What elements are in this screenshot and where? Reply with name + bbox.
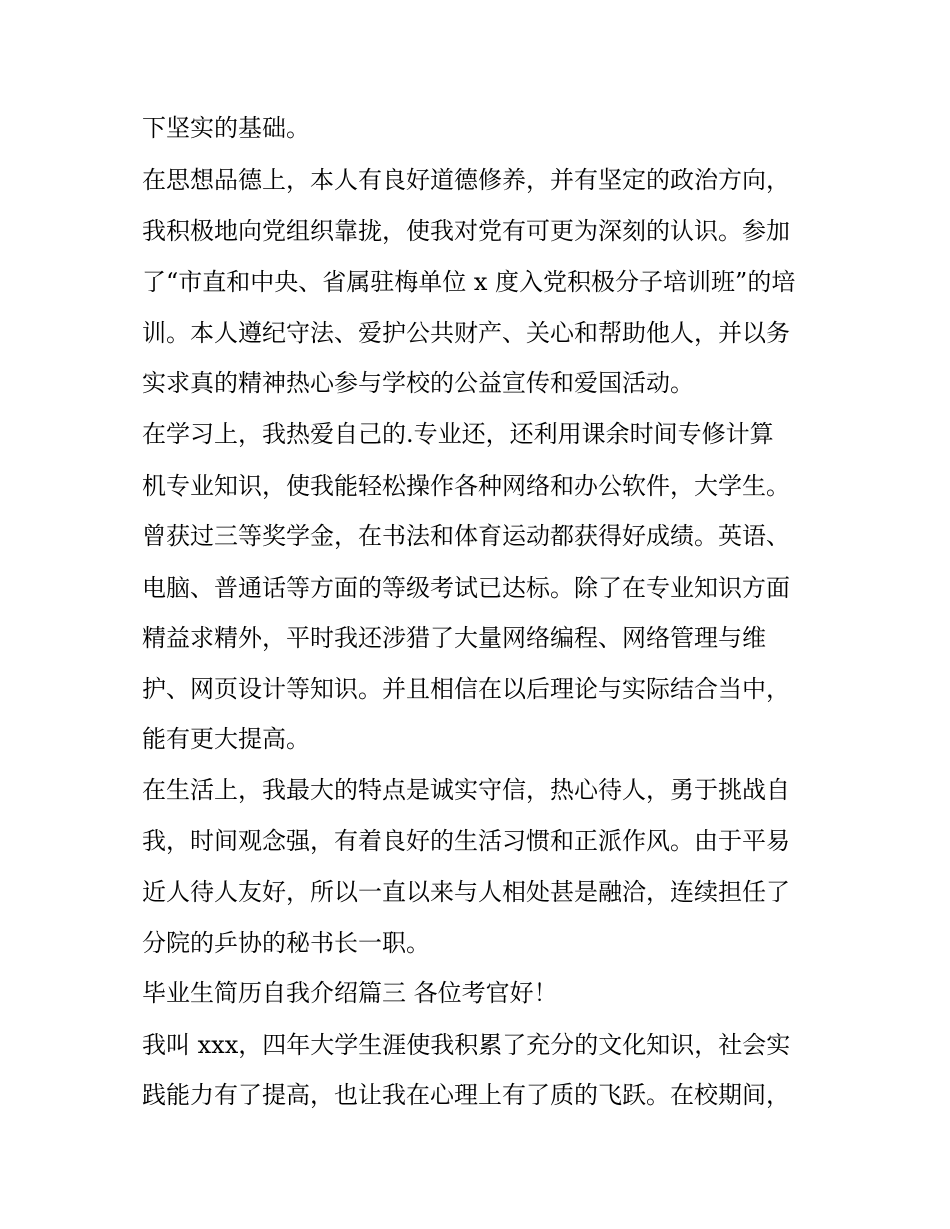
- text-line: 分院的乒协的秘书长一职。: [142, 929, 430, 957]
- text-line: 我，时间观念强，有着良好的生活习惯和正派作风。由于平易: [142, 827, 790, 855]
- text-line: 实求真的精神热心参与学校的公益宣传和爱国活动。: [142, 369, 694, 397]
- text-line: 精益求精外，平时我还涉猎了大量网络编程、网络管理与维: [142, 624, 766, 652]
- text-line: 毕业生简历自我介绍篇三 各位考官好！: [142, 979, 558, 1007]
- text-line: 我叫 xxx，四年大学生涯使我积累了充分的文化知识，社会实: [142, 1031, 791, 1059]
- text-line: 我积极地向党组织靠拢，使我对党有可更为深刻的认识。参加: [142, 217, 790, 245]
- text-line: 下坚实的基础。: [142, 114, 310, 142]
- text-line: 电脑、普通话等方面的等级考试已达标。除了在专业知识方面: [142, 574, 790, 602]
- text-line: 能有更大提高。: [142, 725, 310, 753]
- text-line: 机专业知识，使我能轻松操作各种网络和办公软件，大学生。: [142, 472, 790, 500]
- text-line: 在思想品德上，本人有良好道德修养，并有坚定的政治方向，: [142, 166, 790, 194]
- text-line: 在学习上，我热爱自己的.专业还，还利用课余时间专修计算: [142, 420, 774, 448]
- text-line: 在生活上，我最大的特点是诚实守信，热心待人，勇于挑战自: [142, 776, 790, 804]
- text-line: 了“市直和中央、省属驻梅单位 x 度入党积极分子培训班”的培: [142, 268, 796, 296]
- text-line: 训。本人遵纪守法、爱护公共财产、关心和帮助他人，并以务: [142, 319, 790, 347]
- text-line: 近人待人友好，所以一直以来与人相处甚是融洽，连续担任了: [142, 878, 790, 906]
- text-line: 曾获过三等奖学金，在书法和体育运动都获得好成绩。英语、: [142, 522, 790, 550]
- text-line: 护、网页设计等知识。并且相信在以后理论与实际结合当中，: [142, 675, 790, 703]
- text-line: 践能力有了提高，也让我在心理上有了质的飞跃。在校期间，: [142, 1081, 790, 1109]
